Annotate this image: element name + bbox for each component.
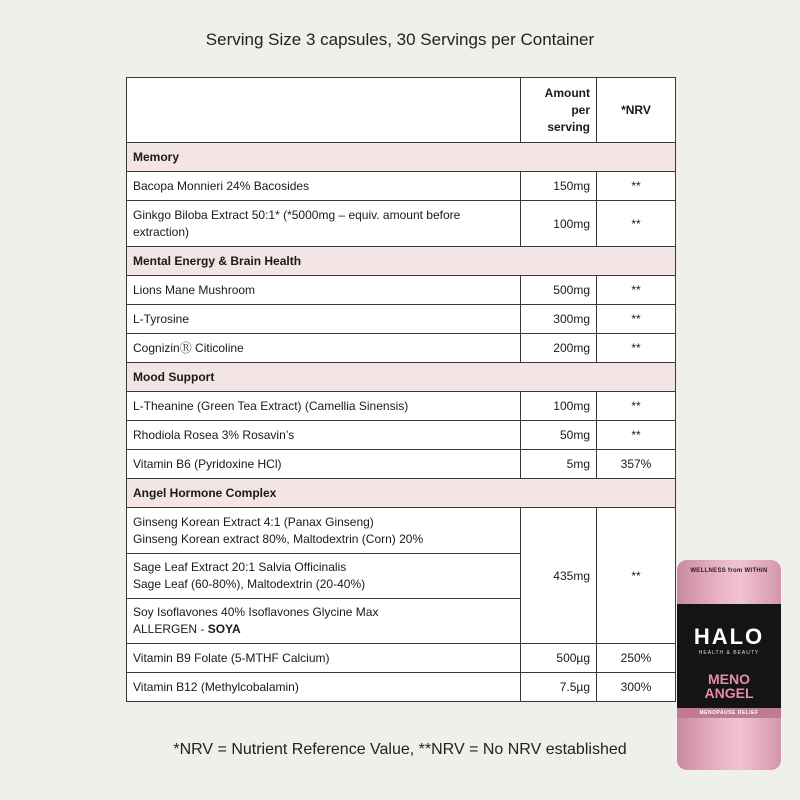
ingredient-name: Vitamin B12 (Methylcobalamin) bbox=[127, 673, 521, 702]
complex-item-line: Ginseng Korean extract 80%, Maltodextrin (Corn) 20% bbox=[133, 531, 424, 546]
complex-row bbox=[127, 508, 676, 644]
ingredient-nrv: 300% bbox=[597, 673, 676, 702]
ingredient-name: Vitamin B6 (Pyridoxine HCl) bbox=[127, 450, 521, 479]
ingredient-name: L-Tyrosine bbox=[127, 305, 521, 334]
ingredient-nrv: ** bbox=[597, 334, 676, 363]
complex-nrv: ** bbox=[597, 508, 676, 644]
ingredient-amount: 100mg bbox=[521, 392, 597, 421]
complex-item-line: Sage Leaf (60-80%), Maltodextrin (20-40%) bbox=[133, 577, 366, 591]
ingredient-name: Vitamin B9 Folate (5-MTHF Calcium) bbox=[127, 644, 521, 673]
table-row bbox=[127, 673, 676, 702]
table-row bbox=[127, 450, 676, 479]
complex-item bbox=[127, 508, 520, 553]
ingredient-amount: 200mg bbox=[521, 334, 597, 363]
table-row bbox=[127, 201, 676, 247]
brand-subtitle: HEALTH & BEAUTY bbox=[698, 650, 760, 656]
nrv-footnote: *NRV = Nutrient Reference Value, **NRV = No NRV established bbox=[173, 741, 627, 758]
section-row-angel-hormone-complex bbox=[127, 479, 676, 508]
product-tube bbox=[677, 560, 781, 770]
table-row bbox=[127, 305, 676, 334]
complex-ingredients bbox=[127, 508, 521, 644]
complex-item-line: Ginseng Korean Extract 4:1 (Panax Ginseng) bbox=[133, 514, 374, 529]
ingredient-nrv: 250% bbox=[597, 644, 676, 673]
amount-header: Amount per serving bbox=[521, 78, 597, 143]
ingredient-amount: 50mg bbox=[521, 421, 597, 450]
nrv-header: *NRV bbox=[597, 78, 676, 143]
complex-amount: 435mg bbox=[521, 508, 597, 644]
product-tagline: WELLNESS from WITHIN bbox=[690, 568, 768, 574]
table-row bbox=[127, 334, 676, 363]
table-row bbox=[127, 172, 676, 201]
ingredient-header bbox=[127, 78, 521, 143]
ingredient-amount: 100mg bbox=[521, 201, 597, 247]
ingredient-nrv: ** bbox=[597, 201, 676, 247]
complex-item bbox=[127, 598, 520, 643]
ingredient-nrv: ** bbox=[597, 172, 676, 201]
product-image bbox=[677, 560, 781, 770]
ingredient-name: Lions Mane Mushroom bbox=[127, 276, 521, 305]
ingredient-amount: 150mg bbox=[521, 172, 597, 201]
ingredient-nrv: ** bbox=[597, 392, 676, 421]
ingredient-amount: 5mg bbox=[521, 450, 597, 479]
product-descriptor: MENOPAUSE RELIEF bbox=[677, 708, 781, 718]
table-row bbox=[127, 276, 676, 305]
section-title: Angel Hormone Complex bbox=[127, 479, 676, 508]
product-name-line: ANGEL bbox=[704, 685, 754, 701]
allergen-line bbox=[133, 621, 514, 638]
serving-size-text: Serving Size 3 capsules, 30 Servings per Container bbox=[205, 30, 595, 49]
section-title: Memory bbox=[127, 143, 676, 172]
ingredient-nrv: ** bbox=[597, 421, 676, 450]
ingredient-amount: 500µg bbox=[521, 644, 597, 673]
table-row bbox=[127, 392, 676, 421]
allergen-label: ALLERGEN - bbox=[133, 622, 208, 636]
ingredient-nrv: ** bbox=[597, 276, 676, 305]
table-row bbox=[127, 644, 676, 673]
ingredient-amount: 300mg bbox=[521, 305, 597, 334]
product-name-line: MENO bbox=[708, 671, 750, 687]
complex-item-line: Soy Isoflavones 40% Isoflavones Glycine Max bbox=[133, 605, 379, 619]
section-row-memory bbox=[127, 143, 676, 172]
ingredient-nrv: 357% bbox=[597, 450, 676, 479]
complex-item-line: Sage Leaf Extract 20:1 Salvia Officinalis bbox=[133, 560, 347, 574]
complex-item bbox=[127, 553, 520, 598]
allergen-value: SOYA bbox=[207, 622, 241, 636]
ingredient-name: Ginkgo Biloba Extract 50:1* (*5000mg – equiv. amount before extraction) bbox=[127, 201, 521, 247]
section-row-mood-support bbox=[127, 363, 676, 392]
brand-logo: HALO bbox=[693, 624, 765, 649]
ingredient-amount: 500mg bbox=[521, 276, 597, 305]
ingredient-name: Rhodiola Rosea 3% Rosavin’s bbox=[127, 421, 521, 450]
section-title: Mood Support bbox=[127, 363, 676, 392]
ingredient-name: CognizinⓇ Citicoline bbox=[127, 334, 521, 363]
section-row-mental-energy bbox=[127, 247, 676, 276]
table-row bbox=[127, 421, 676, 450]
table-header-row bbox=[127, 78, 676, 143]
product-name bbox=[677, 672, 781, 700]
section-title: Mental Energy & Brain Health bbox=[127, 247, 676, 276]
product-label bbox=[677, 604, 781, 708]
ingredient-amount: 7.5µg bbox=[521, 673, 597, 702]
ingredient-name: L-Theanine (Green Tea Extract) (Camellia Sinensis) bbox=[127, 392, 521, 421]
ingredient-name: Bacopa Monnieri 24% Bacosides bbox=[127, 172, 521, 201]
supplement-facts-table bbox=[126, 77, 676, 702]
ingredient-nrv: ** bbox=[597, 305, 676, 334]
